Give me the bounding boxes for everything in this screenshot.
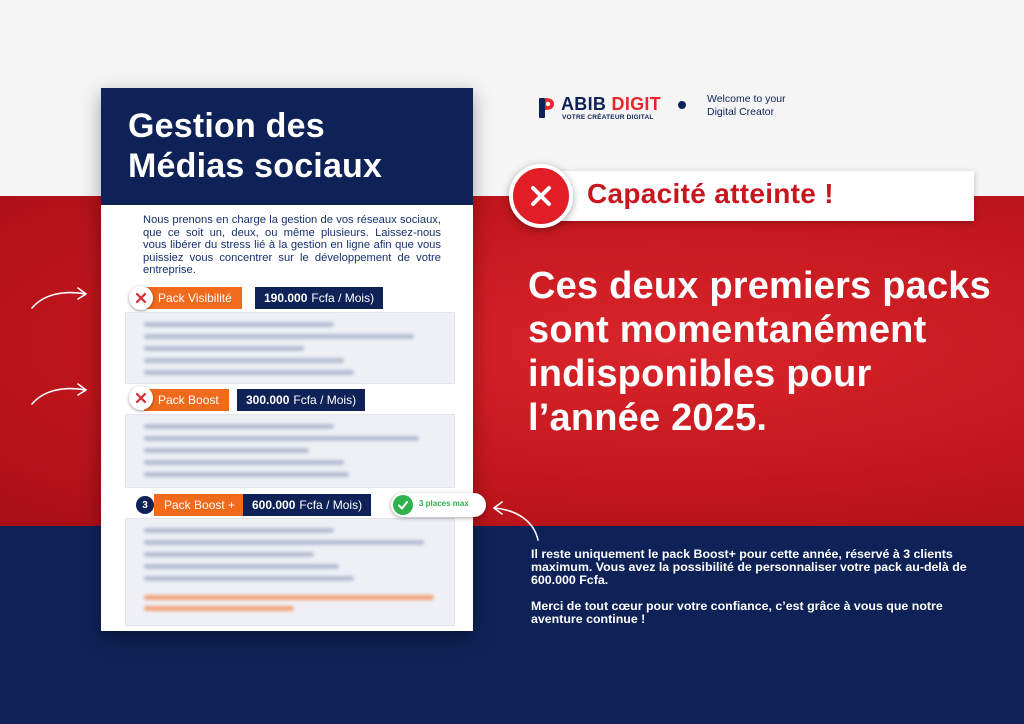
document-header xyxy=(101,88,473,205)
welcome-line2: Digital Creator xyxy=(707,106,775,118)
pack-price-unit: Fcfa / Mois) xyxy=(311,291,375,305)
pack-boost-details-blurred xyxy=(125,414,455,488)
places-max-badge xyxy=(391,493,486,517)
headline: Ces deux premiers packs sont momentanément indisponibles pour l’année 2025. xyxy=(528,265,991,439)
document-title-line2: Médias sociaux xyxy=(128,147,383,185)
document-title-line1: Gestion des xyxy=(128,107,325,145)
message-paragraph-2: Merci de tout cœur pour votre confiance, c’est grâce à vous que notre aventure continue ! xyxy=(531,599,943,626)
welcome-text xyxy=(707,93,786,119)
brand-tagline: VOTRE CRÉATEUR DIGITAL xyxy=(562,114,654,121)
pack-name: Pack Boost xyxy=(144,389,229,411)
pack-price-amount: 300.000 xyxy=(246,393,290,407)
pack-price-amount: 190.000 xyxy=(264,291,308,305)
brand-name-part2: DIGIT xyxy=(611,94,662,114)
pack-visibilite-row xyxy=(101,286,473,310)
pack-name: Pack Visibilité xyxy=(144,287,242,309)
arrow-to-pack-visibilite-icon xyxy=(28,282,92,314)
pack-price xyxy=(243,494,371,516)
welcome-line1: Welcome to your xyxy=(707,93,786,105)
unavailable-x-icon xyxy=(129,386,153,410)
unavailable-x-icon xyxy=(129,286,153,310)
message-paragraph-1: Il reste uniquement le pack Boost+ pour cette année, réservé à 3 clients maximum. Vous avez la possibilité de personnaliser votre pack au-delà de 600.000 Fcfa. xyxy=(531,547,967,587)
bottom-message xyxy=(531,548,971,639)
pack-boost-row xyxy=(101,388,473,412)
separator-dot xyxy=(678,101,686,109)
pricing-document xyxy=(101,88,473,631)
pack-number-badge: 3 xyxy=(136,496,154,514)
document-title xyxy=(128,106,382,186)
pack-price-unit: Fcfa / Mois) xyxy=(293,393,357,407)
pack-name: Pack Boost + xyxy=(154,494,245,516)
capacity-x-icon xyxy=(509,164,573,228)
check-icon xyxy=(393,495,413,515)
document-intro: Nous prenons en charge la gestion de vos réseaux sociaux, que ce soit un, deux, ou même plusieurs. Laissez-nous vous libérer du stress lié à la gestion en ligne afin que vous puissiez vous concentrer sur le développement de votre entreprise. xyxy=(143,214,441,276)
pack-price-amount: 600.000 xyxy=(252,498,296,512)
pack-boost-plus-details-blurred xyxy=(125,518,455,626)
abib-logo-icon xyxy=(536,96,556,120)
brand-name xyxy=(561,94,661,115)
pack-visibilite-details-blurred xyxy=(125,312,455,384)
places-max-label: 3 places max xyxy=(419,499,469,508)
arrow-to-pack-boost-icon xyxy=(28,378,92,410)
pack-price xyxy=(255,287,383,309)
arrow-to-places-max-icon xyxy=(488,500,544,544)
brand-name-part1: ABIB xyxy=(561,94,607,114)
capacity-text: Capacité atteinte ! xyxy=(587,178,834,209)
pack-price-unit: Fcfa / Mois) xyxy=(299,498,363,512)
pack-price xyxy=(237,389,365,411)
